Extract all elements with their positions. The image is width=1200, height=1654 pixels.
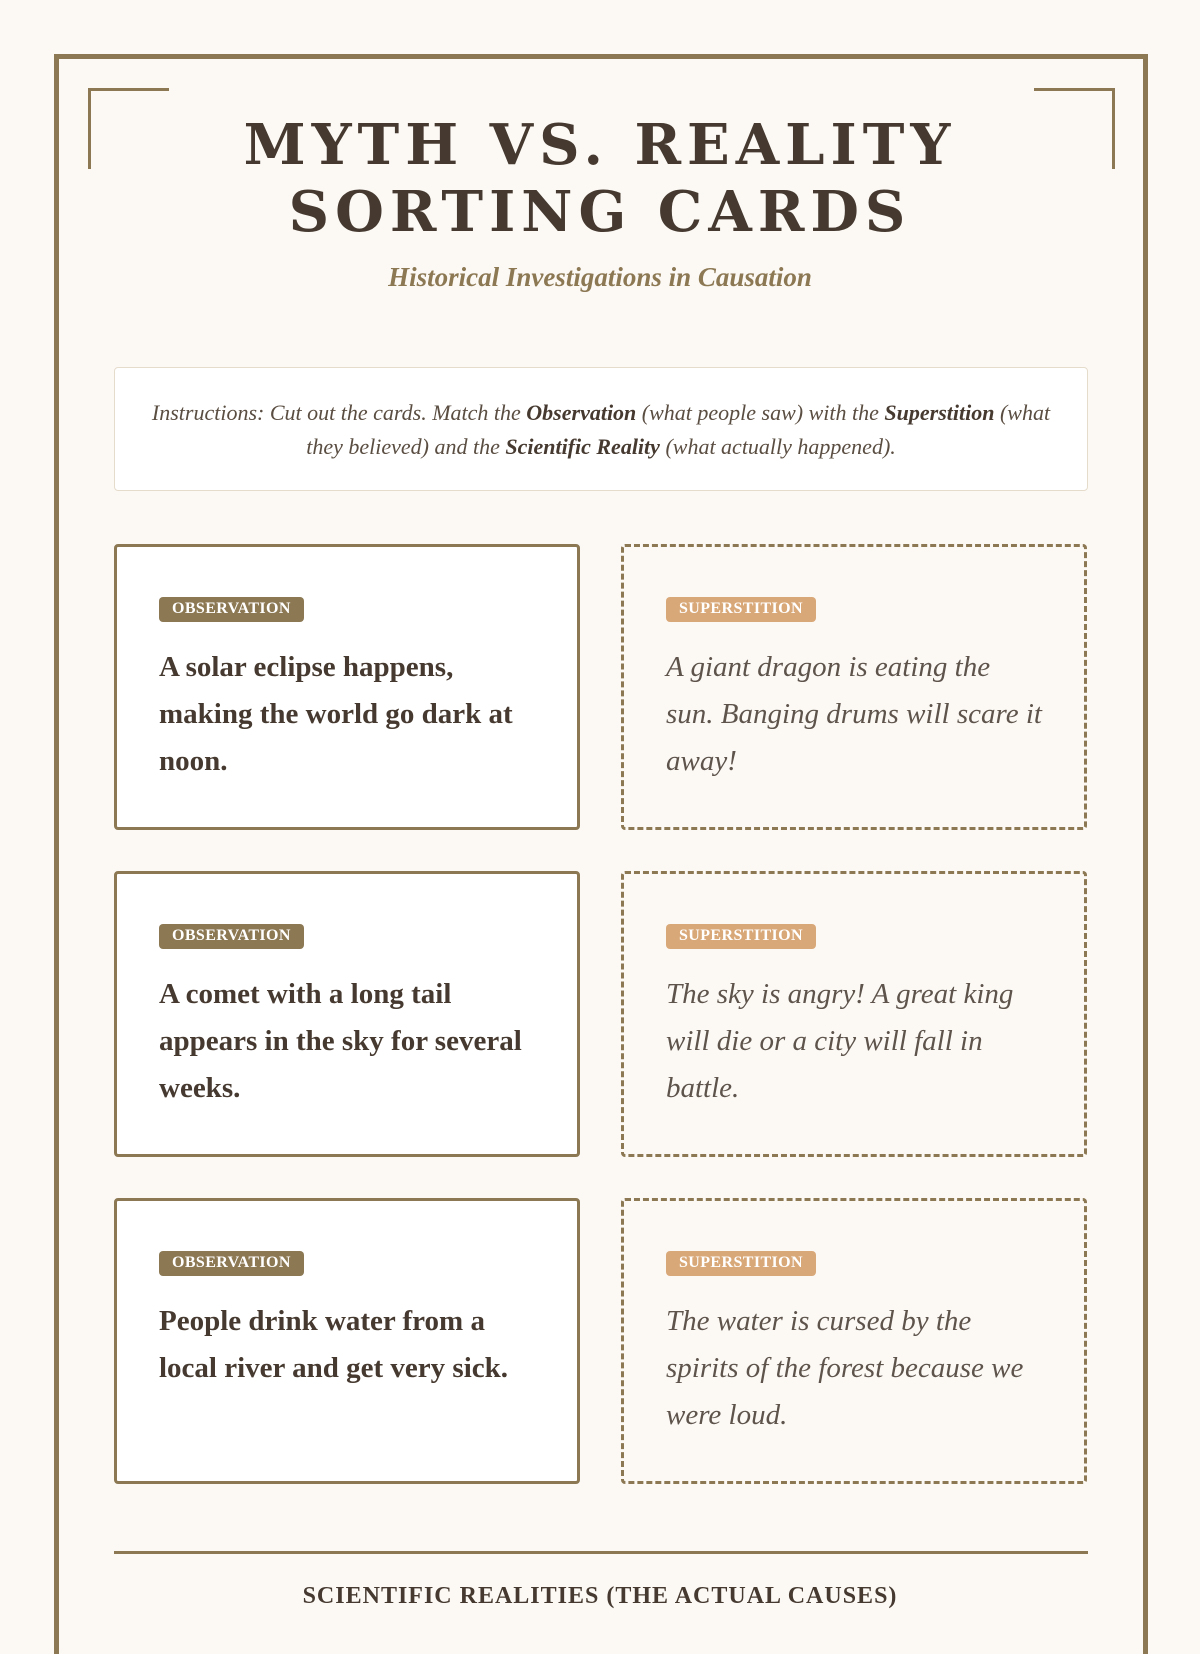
superstition-text: A giant dragon is eating the sun. Banging drums will scare it away!: [666, 651, 1042, 777]
instructions-mid-1: (what people saw) with the: [636, 400, 885, 425]
superstition-card: [621, 1198, 1087, 1484]
observation-badge: OBSERVATION: [159, 924, 304, 949]
instructions-suffix: (what actually happened).: [659, 434, 896, 459]
page-subtitle: Historical Investigations in Causation: [388, 262, 812, 292]
observation-text: A solar eclipse happens, making the world go dark at noon.: [159, 651, 513, 777]
observation-badge: OBSERVATION: [159, 1251, 304, 1276]
observation-card: [114, 1198, 580, 1484]
superstition-card: [621, 544, 1087, 830]
instructions-box: [114, 367, 1088, 491]
observation-card: [114, 544, 580, 830]
superstition-card: [621, 871, 1087, 1157]
page-title: [0, 112, 1200, 246]
observation-badge: OBSERVATION: [159, 597, 304, 622]
superstition-text: The sky is angry! A great king will die or a city will fall in battle.: [666, 978, 1014, 1104]
section-heading: SCIENTIFIC REALITIES (THE ACTUAL CAUSES): [302, 1583, 898, 1609]
instructions-observation-term: Observation: [526, 400, 637, 425]
superstition-badge: SUPERSTITION: [666, 924, 816, 949]
superstition-badge: SUPERSTITION: [666, 597, 816, 622]
observation-card: [114, 871, 580, 1157]
section-divider: [114, 1551, 1088, 1554]
observation-text: A comet with a long tail appears in the sky for several weeks.: [159, 978, 522, 1104]
instructions-reality-term: Scientific Reality: [505, 434, 660, 459]
page-title-line-1: MYTH VS. REALITY: [243, 112, 957, 178]
page-title-line-2: SORTING CARDS: [288, 179, 912, 245]
instructions-superstition-term: Superstition: [884, 400, 995, 425]
observation-text: People drink water from a local river and get very sick.: [159, 1305, 509, 1384]
superstition-text: The water is cursed by the spirits of the forest because we were loud.: [666, 1305, 1024, 1431]
instructions-mid-2: (what they believed) and the: [306, 400, 1051, 459]
superstition-badge: SUPERSTITION: [666, 1251, 816, 1276]
instructions-prefix: Instructions: Cut out the cards. Match the: [151, 400, 527, 425]
